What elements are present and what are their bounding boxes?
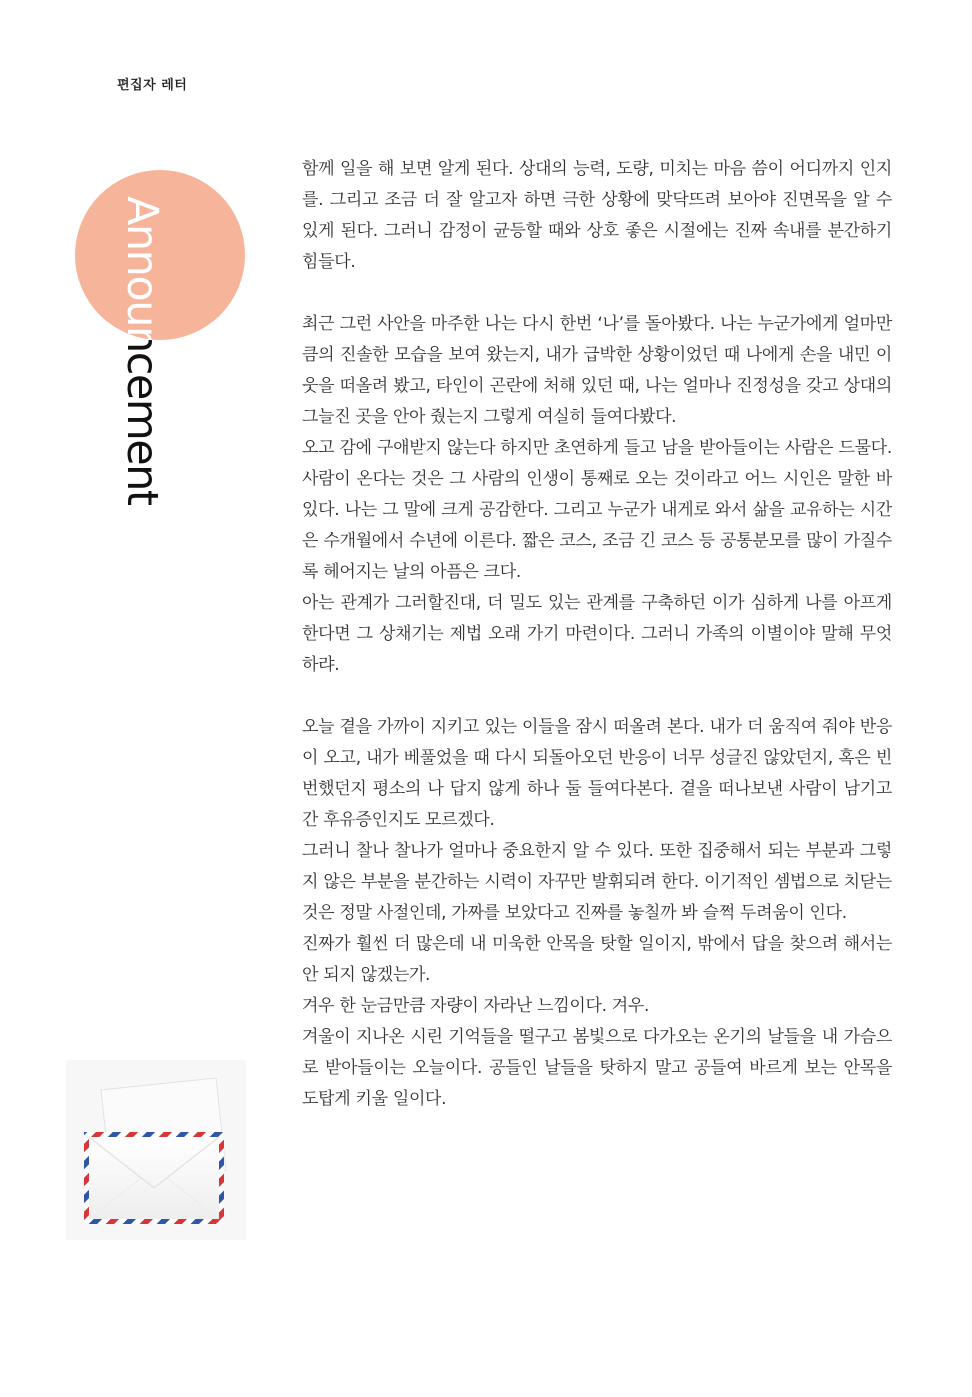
paragraph: 그러니 찰나 찰나가 얼마나 중요한지 알 수 있다. 또한 집중해서 되는 부분과 그렇지 않은 부분을 분간하는 시력이 자꾸만 발휘되려 한다. 이기적인 셈법으로 치닫는 것은 정말 사절인데, 가짜를 보았다고 진짜를 놓칠까 봐 슬쩍 두려움이 인다.: [302, 841, 892, 923]
letter-body: [302, 154, 892, 1115]
section-label: 편집자 레터: [117, 78, 188, 93]
paragraph: 오고 감에 구애받지 않는다 하지만 초연하게 들고 남을 받아들이는 사람은 드물다. 사람이 온다는 것은 그 사람의 인생이 통째로 오는 것이라고 어느 시인은 말한 바 있다. 나는 그 말에 크게 공감한다. 그리고 누군가 내게로 와서 삶을 교유하는 시간은 수개월에서 수년에 이른다. 짧은 코스, 조금 긴 코스 등 공통분모를 많이 가질수록 헤어지는 날의 아픔은 크다.: [302, 438, 892, 582]
paragraph: 진짜가 훨씬 더 많은데 내 미욱한 안목을 탓할 일이지, 밖에서 답을 찾으려 해서는 안 되지 않겠는가.: [302, 934, 892, 985]
paragraph: 최근 그런 사안을 마주한 나는 다시 한번 ‘나’를 돌아봤다. 나는 누군가에게 얼마만큼의 진솔한 모습을 보여 왔는지, 내가 급박한 상황이었던 때 나에게 손을 내민 이웃을 떠올려 봤고, 타인이 곤란에 처해 있던 때, 나는 얼마나 진정성을 갖고 상대의 그늘진 곳을 안아 줬는지 그렇게 여실히 들여다봤다.: [302, 314, 892, 427]
paragraph: 아는 관계가 그러할진대, 더 밀도 있는 관계를 구축하던 이가 심하게 나를 아프게 한다면 그 상채기는 제법 오래 가기 마련이다. 그러니 가족의 이별이야 말해 무엇하랴.: [302, 593, 892, 675]
paragraph: 겨울이 지나온 시린 기억들을 떨구고 봄빛으로 다가오는 온기의 날들을 내 가슴으로 받아들이는 오늘이다. 공들인 날들을 탓하지 말고 공들여 바르게 보는 안목을 도탑게 키울 일이다.: [302, 1027, 892, 1109]
announcement-title: Announcement: [117, 196, 167, 506]
paragraph: 오늘 곁을 가까이 지키고 있는 이들을 잠시 떠올려 본다. 내가 더 움직여 줘야 반응이 오고, 내가 베풀었을 때 다시 되돌아오던 반응이 너무 성글진 않았던지, 혹은 빈번했던지 평소의 나 답지 않게 하나 둘 들여다본다. 곁을 떠나보낸 사람이 남기고 간 후유증인지도 모르겠다.: [302, 717, 892, 830]
paragraph: 겨우 한 눈금만큼 자량이 자라난 느낌이다. 겨우.: [302, 996, 650, 1016]
paragraph: 함께 일을 해 보면 알게 된다. 상대의 능력, 도량, 미치는 마음 씀이 어디까지 인지를. 그리고 조금 더 잘 알고자 하면 극한 상황에 맞닥뜨려 보아야 진면목을 알 수 있게 된다. 그러니 감정이 균등할 때와 상호 좋은 시절에는 진짜 속내를 분간하기 힘들다.: [302, 159, 892, 272]
airmail-envelope-icon: [66, 1060, 246, 1240]
